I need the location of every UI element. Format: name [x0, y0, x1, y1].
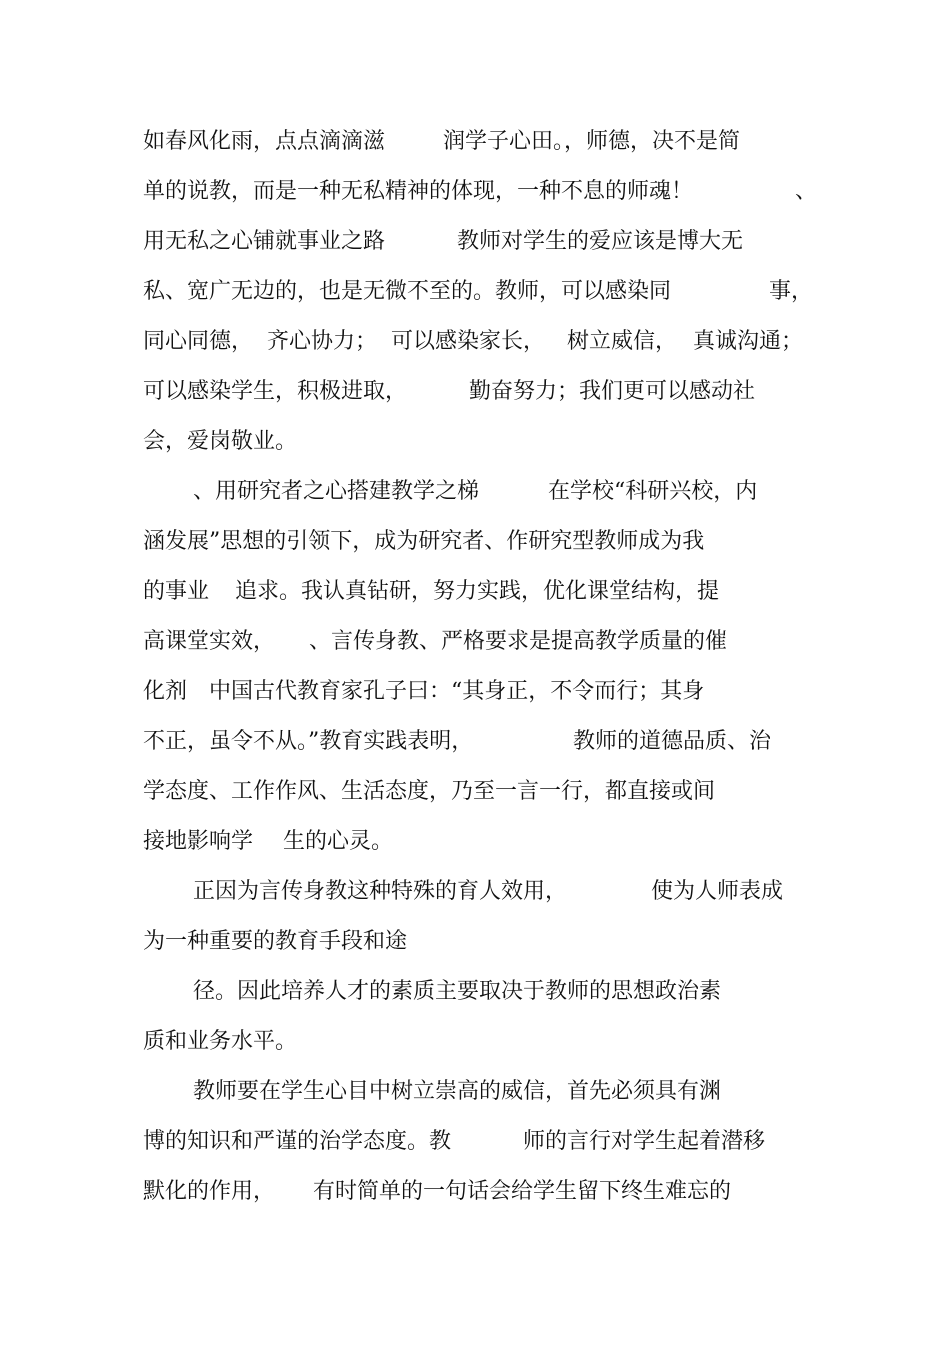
text-segment: 博的知识和严谨的治学态度。教 [143, 1129, 452, 1154]
text-segment: 用无私之心铺就事业之路 [143, 229, 386, 254]
text-segment: 生的心灵。 [283, 829, 394, 854]
text-segment: 树立威信， [567, 329, 678, 354]
text-segment: 真诚沟通； [693, 329, 804, 354]
text-segment: 为一种重要的教育手段和途 [143, 929, 408, 954]
text-segment: 的事业 [143, 579, 210, 604]
text-segment: 追求。我认真钻研，努力实践，优化课堂结构，提 [235, 579, 720, 604]
text-segment: 高课堂实效， [143, 629, 276, 654]
text-segment: 同心同德， [143, 329, 254, 354]
text-segment: 私、宽广无边的，也是无微不至的。教师，可以感染同 [143, 279, 672, 304]
text-segment: 中国古代教育家孔子曰：“其身正，不令而行；其身 [209, 679, 705, 704]
text-segment: 质和业务水平。 [143, 1029, 298, 1054]
text-segment: 事， [769, 279, 814, 304]
text-segment: 齐心协力； [267, 329, 378, 354]
text-segment: 径。因此培养人才的素质主要取决于教师的思想政治素 [193, 979, 722, 1004]
text-segment: 、言传身教、严格要求是提高教学质量的催 [309, 629, 728, 654]
text-segment: 师的言行对学生起着潜移 [523, 1129, 766, 1154]
text-segment: 、 [795, 179, 818, 204]
text-segment: 教师要在学生心目中树立崇高的威信，首先必须具有渊 [193, 1079, 722, 1104]
text-segment: 勤奋努力；我们更可以感动社 [469, 379, 756, 404]
text-segment: 化剂 [143, 679, 188, 704]
text-segment: 在学校“科研兴校，内 [548, 479, 758, 504]
text-segment: 不正，虽令不从。”教育实践表明， [143, 729, 474, 754]
text-segment: 润学子心田。，师德，决不是简 [443, 129, 741, 154]
text-segment: 教师的道德品质、治 [573, 729, 772, 754]
text-segment: 学态度、工作作风、生活态度，乃至一言一行，都直接或间 [143, 779, 716, 804]
text-segment: 会，爱岗敬业。 [143, 429, 298, 454]
text-segment: 正因为言传身教这种特殊的育人效用， [193, 879, 568, 904]
text-segment: 如春风化雨，点点滴滴滋 [143, 129, 386, 154]
text-segment: 涵发展”思想的引领下，成为研究者、作研究型教师成为我 [143, 529, 705, 554]
text-segment: 可以感染家长， [391, 329, 546, 354]
text-segment: 使为人师表成 [651, 879, 784, 904]
text-segment: 有时简单的一句话会给学生留下终生难忘的 [313, 1179, 732, 1204]
text-segment: 、用研究者之心搭建教学之梯 [193, 479, 480, 504]
text-segment: 默化的作用， [143, 1179, 276, 1204]
text-segment: 单的说教，而是一种无私精神的体现，一种不息的师魂！ [143, 179, 694, 204]
text-segment: 可以感染学生，积极进取， [143, 379, 408, 404]
text-segment: 教师对学生的爱应该是博大无 [457, 229, 744, 254]
text-segment: 接地影响学 [143, 829, 254, 854]
